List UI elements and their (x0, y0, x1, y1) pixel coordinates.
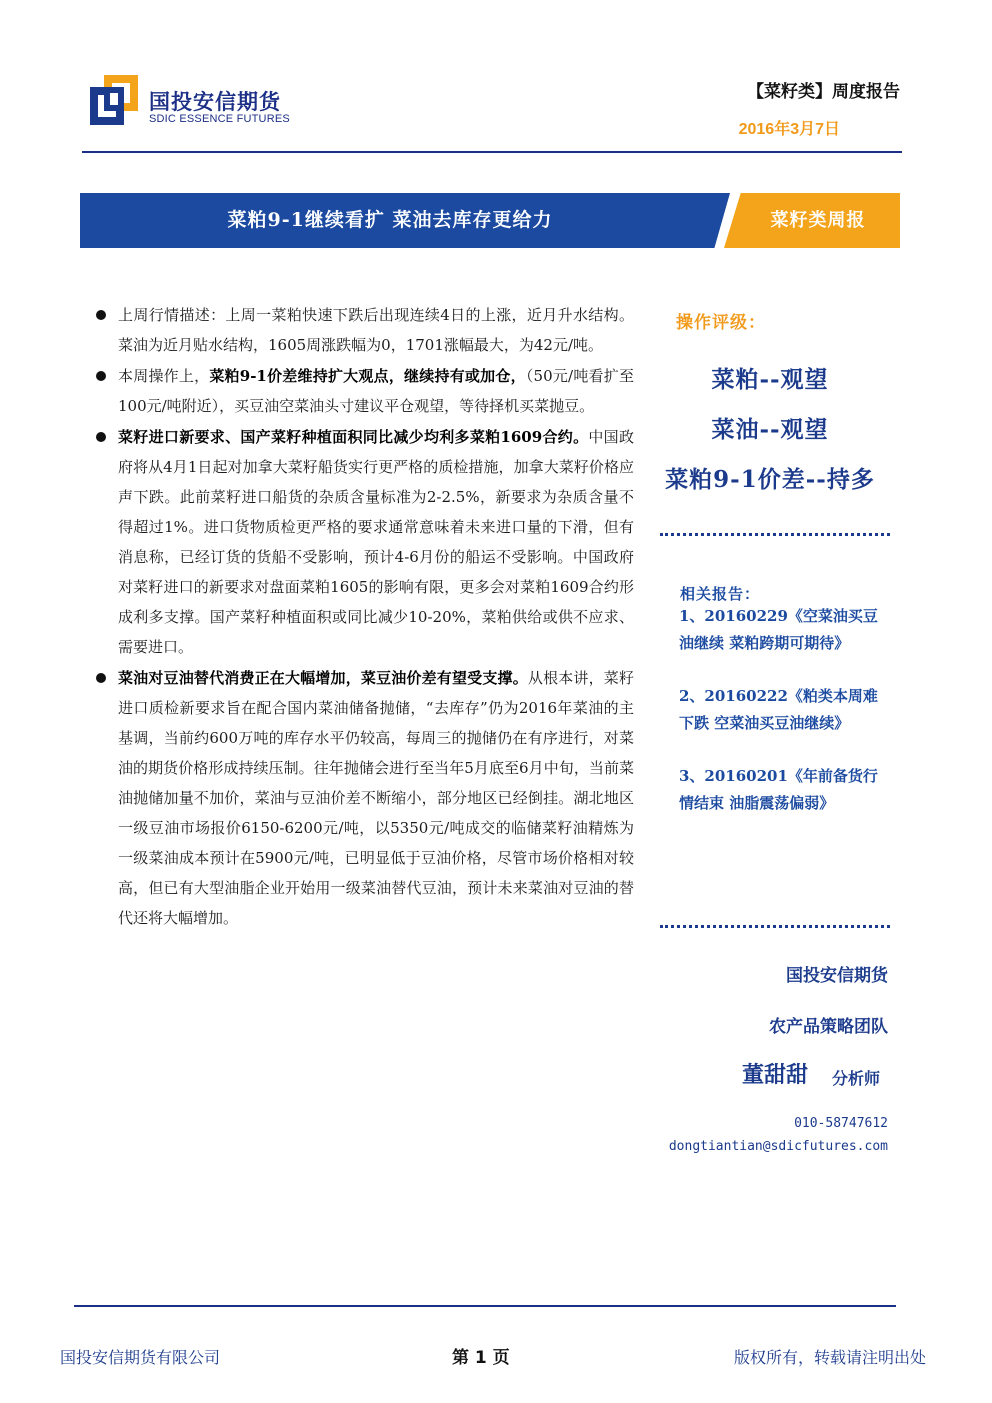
related-reports-title: 相关报告： (680, 585, 761, 603)
footer-copyright: 版权所有，转载请注明出处 (733, 1348, 926, 1367)
header-divider (82, 151, 902, 153)
team-company: 国投安信期货 (786, 966, 888, 986)
report-type: 【菜籽类】周度报告 (747, 82, 900, 102)
bullet-dot-icon (96, 673, 106, 683)
related-report-link[interactable]: 1、20160229《空菜油买豆油继续 菜粕跨期可期待》 (679, 607, 878, 652)
team-name: 农产品策略团队 (769, 1017, 888, 1037)
analyst-email[interactable]: dongtiantian@sdicfutures.com (668, 1139, 888, 1154)
bullet-dot-icon (96, 371, 106, 381)
footer-divider (74, 1305, 896, 1307)
sidebar-divider (660, 925, 890, 928)
rating-oil: 菜油--观望 (711, 416, 829, 443)
analyst-phone: 010-58747612 (794, 1116, 888, 1131)
bullet-dot-icon (96, 310, 106, 320)
operation-rating-label: 操作评级： (676, 313, 766, 333)
analyst-name: 董甜甜 (742, 1063, 809, 1088)
summary-bullets (96, 300, 634, 934)
report-date: 2016年3月7日 (738, 121, 840, 138)
page-number: 第 1 页 (452, 1348, 510, 1368)
analyst-role: 分析师 (832, 1069, 881, 1088)
bullet-rapeseed-import: 菜籽进口新要求、国产菜籽种植面积同比减少均利多菜粕1609合约。中国政府将从4月1日起对加拿大菜籽船货实行更严格的质检措施，加拿大菜籽价格应声下跌。此前菜籽进口船货的杂质含量标准为2-2.5%，新要求为杂质含量不得超过1%。进口货物质检更严格的要求通常意味着未来进口量的下滑，但有消息称，已经订货的货船不受影响，预计4-6月份的船运不受影响。中国政府对菜籽进口的新要求对盘面菜粕1605的影响有限，更多会对菜粕1609合约形成利多支撑。国产菜籽种植面积或同比减少10-20%，菜粕供给或供不应求、需要进口。 (96, 422, 634, 662)
report-title: 菜粕9-1继续看扩 菜油去库存更给力 (227, 209, 553, 231)
bullet-rapeseed-oil: 菜油对豆油替代消费正在大幅增加，菜豆油价差有望受支撑。从根本讲，菜籽进口质检新要求旨在配合国内菜油储备抛储，“去库存”仍为2016年菜油的主基调，当前约600万吨的库存水平仍较高，每周三的抛储仍在有序进行，对菜油的期货价格形成持续压制。往年抛储会进行至当年5月底至6月中旬，当前菜油抛储加量不加价，菜油与豆油价差不断缩小，部分地区已经倒挂。湖北地区一级豆油市场报价6150-6200元/吨，以5350元/吨成交的临储菜籽油精炼为一级菜油成本预计在5900元/吨，已明显低于豆油价格，尽管市场价格相对较高，但已有大型油脂企业开始用一级菜油替代豆油，预计未来菜油对豆油的替代还将大幅增加。 (96, 663, 634, 933)
company-logo-icon (90, 75, 138, 125)
footer-company: 国投安信期货有限公司 (60, 1348, 221, 1367)
company-name-cn: 国投安信期货 (149, 90, 281, 114)
rating-meal: 菜粕--观望 (711, 366, 829, 393)
bullet-dot-icon (96, 432, 106, 442)
company-name-en: SDIC ESSENCE FUTURES (149, 113, 290, 125)
bullet-market-review: 上周行情描述：上周一菜粕快速下跌后出现连续4日的上涨，近月升水结构。菜油为近月贴水结构，1605周涨跌幅为0，1701涨幅最大，为42元/吨。 (96, 300, 634, 360)
bullet-operation: 本周操作上，菜粕9-1价差维持扩大观点，继续持有或加仓，（50元/吨看扩至100元/吨附近），买豆油空菜油头寸建议平仓观望，等待择机买菜抛豆。 (96, 361, 634, 421)
related-report-link[interactable]: 2、20160222《粕类本周难下跌 空菜油买豆油继续》 (679, 687, 878, 732)
rating-spread: 菜粕9-1价差--持多 (665, 466, 875, 493)
report-tag: 菜籽类周报 (770, 210, 866, 231)
sidebar-divider (660, 533, 890, 536)
related-report-link[interactable]: 3、20160201《年前备货行情结束 油脂震荡偏弱》 (679, 767, 878, 812)
